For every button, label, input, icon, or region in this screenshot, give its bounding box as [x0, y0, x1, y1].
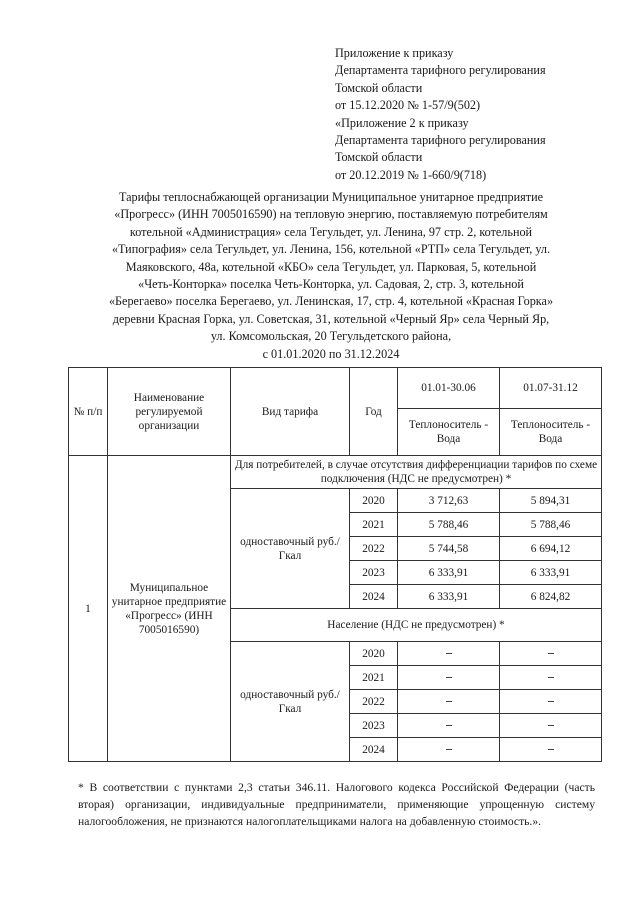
appendix-line: Департамента тарифного регулирования	[335, 133, 546, 148]
title-line: «Берегаево» поселка Берегаево, ул. Ленинская, 17, стр. 4, котельной «Красная Горка»	[108, 294, 554, 309]
appendix-line: от 20.12.2019 № 1-660/9(718)	[335, 167, 487, 182]
empty-value	[398, 738, 500, 762]
appendix-line: от 15.12.2020 № 1-57/9(502)	[335, 98, 481, 113]
header-number: № п/п	[69, 368, 108, 456]
year-cell: 2020	[350, 489, 398, 513]
empty-value	[500, 738, 602, 762]
tariff-table	[68, 367, 602, 762]
empty-value	[500, 690, 602, 714]
tariff-value: 6 333,91	[398, 561, 500, 585]
title-line: Маяковского, 48а, котельной «КБО» села Тегульдет, ул. Парковая, 5, котельной	[125, 259, 537, 274]
header-carrier-2: Теплоноситель - Вода	[500, 409, 602, 456]
year-cell: 2021	[350, 513, 398, 537]
section-consumers-title: Для потребителей, в случае отсутствия дифференциации тарифов по схеме подключения (НДС не предусмотрен) *	[231, 456, 602, 489]
organization-name: Муниципальное унитарное предприятие «Прогресс» (ИНН 7005016590)	[108, 456, 231, 762]
header-year: Год	[350, 368, 398, 456]
section-population-title: Население (НДС не предусмотрен) *	[231, 609, 602, 642]
tariff-type-consumers: одноставочный руб./Гкал	[231, 489, 350, 609]
year-cell: 2020	[350, 642, 398, 666]
tariff-value: 6 333,91	[398, 585, 500, 609]
row-number: 1	[69, 456, 108, 762]
title-line: котельной «Администрация» села Тегульдет, ул. Ленина, 97 стр. 2, котельной	[129, 224, 533, 239]
year-cell: 2022	[350, 537, 398, 561]
tariff-value: 3 712,63	[398, 489, 500, 513]
tariff-value: 5 788,46	[500, 513, 602, 537]
title-line: с 01.01.2020 по 31.12.2024	[262, 346, 400, 361]
year-cell: 2022	[350, 690, 398, 714]
header-carrier-1: Теплоноситель - Вода	[398, 409, 500, 456]
appendix-line: Приложение к приказу	[335, 46, 454, 60]
empty-value	[398, 714, 500, 738]
document-title	[66, 189, 596, 363]
empty-value	[398, 666, 500, 690]
title-line: «Четь-Конторка» поселка Четь-Конторка, ул. Садовая, 2, стр. 3, котельной	[138, 277, 524, 292]
tariff-value: 6 333,91	[500, 561, 602, 585]
year-cell: 2024	[350, 738, 398, 762]
tariff-value: 5 894,31	[500, 489, 602, 513]
footnote: * В соответствии с пунктами 2,3 статьи 346.11. Налогового кодекса Российской Федерации (часть вторая) организации, индивидуальные предприниматели, применяющие упрощенную систему налогообложения, не признаются налогоплательщиками налога на добавленную стоимость.».	[78, 781, 595, 828]
empty-value	[500, 642, 602, 666]
appendix-line: «Приложение 2 к приказу	[335, 115, 469, 130]
appendix-block	[335, 45, 625, 184]
tariff-value: 5 788,46	[398, 513, 500, 537]
header-organization: Наименование регулируемой организации	[108, 368, 231, 456]
appendix-line: Департамента тарифного регулирования	[335, 63, 546, 78]
tariff-value: 6 694,12	[500, 537, 602, 561]
title-line: Тарифы теплоснабжающей организации Муниципальное унитарное предприятие	[118, 190, 544, 204]
year-cell: 2021	[350, 666, 398, 690]
appendix-line: Томской области	[335, 80, 423, 95]
year-cell: 2023	[350, 561, 398, 585]
header-period-2: 01.07-31.12	[500, 368, 602, 409]
title-line: деревни Красная Горка, ул. Советская, 31, котельной «Черный Яр» села Черный Яр,	[112, 311, 550, 326]
appendix-line: Томской области	[335, 150, 423, 165]
tariff-type-population: одноставочный руб./Гкал	[231, 642, 350, 762]
empty-value	[500, 714, 602, 738]
empty-value	[500, 666, 602, 690]
title-line: «Прогресс» (ИНН 7005016590) на тепловую энергию, поставляемую потребителям	[114, 207, 548, 222]
header-tariff-type: Вид тарифа	[231, 368, 350, 456]
title-line: ул. Комсомольская, 20 Тегульдетского района,	[210, 329, 452, 344]
empty-value	[398, 642, 500, 666]
year-cell: 2024	[350, 585, 398, 609]
tariff-value: 5 744,58	[398, 537, 500, 561]
title-line: «Типография» села Тегульдет, ул. Ленина, 156, котельной «РТП» села Тегульдет, ул.	[111, 242, 551, 257]
header-period-1: 01.01-30.06	[398, 368, 500, 409]
year-cell: 2023	[350, 714, 398, 738]
tariff-value: 6 824,82	[500, 585, 602, 609]
empty-value	[398, 690, 500, 714]
